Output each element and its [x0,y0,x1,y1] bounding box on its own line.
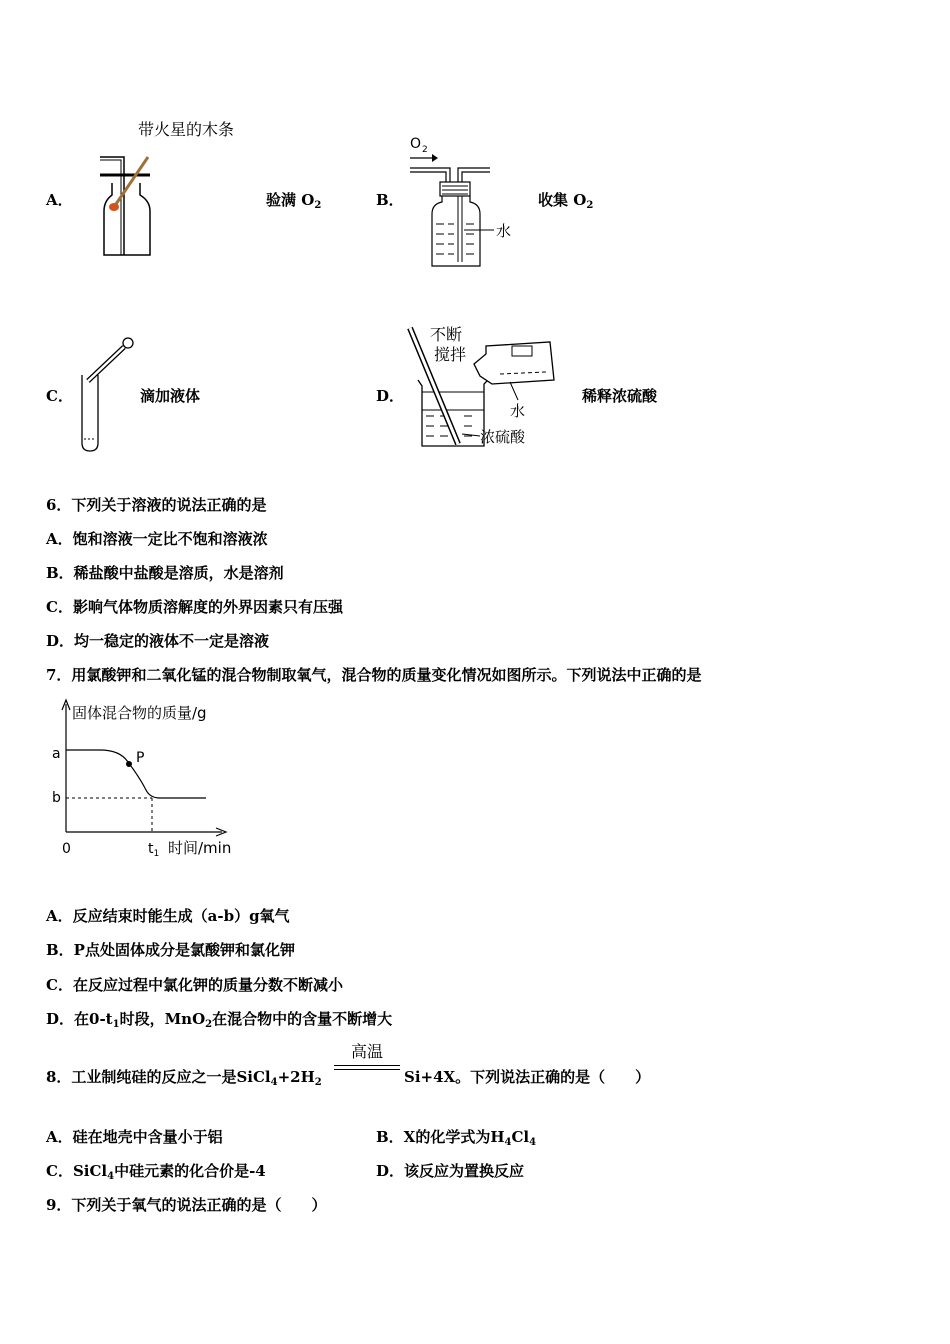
svg-text:水: 水 [510,402,526,420]
q5-option-c-letter: C． [46,387,73,405]
chart-ylabel: 固体混合物的质量/g [72,704,207,722]
chart-point-label: P [136,750,145,766]
q6-option-b: B．稀盐酸中盐酸是溶质，水是溶剂 [46,564,284,582]
q5-option-a-caption: 验满 $O_2$ [266,191,322,211]
svg-text:搅拌: 搅拌 [434,345,467,364]
chart-xlabel: 时间/min [168,839,232,857]
q6-option-a: A．饱和溶液一定比不饱和溶液浓 [46,530,268,548]
q8-option-d: D．该反应为置换反应 [376,1162,525,1180]
q6-option-c: C．影响气体物质溶解度的外界因素只有压强 [46,598,343,616]
q7-option-a: A．反应结束时能生成（a-b）g氧气 [46,907,290,925]
q7-option-d: D．在$0-t_1$时段，MnO$_2$在混合物中的含量不断增大 [46,1010,393,1030]
q8-condition: 高温 [350,1042,383,1061]
q8-reaction-arrow [334,1042,400,1078]
svg-text:水: 水 [496,222,512,240]
q7-mass-chart [44,698,244,864]
q8-stem-right: Si+4X。下列说法正确的是（ ） [404,1068,651,1086]
svg-text:不断: 不断 [430,325,463,344]
chart-origin: 0 [62,841,71,857]
q5-option-c-caption: 滴加液体 [140,387,201,405]
q5-option-b-caption: 收集 $O_2$ [538,191,594,211]
q7-option-c: C．在反应过程中氯化钾的质量分数不断减小 [46,976,343,994]
fig-dilute-acid [400,320,570,455]
fig-oxygen-full-test [90,115,260,260]
chart-xtick-t1: $t_1$ [148,841,160,859]
q5-option-a-letter: A． [46,191,73,209]
q8-option-c: C．SiCl$_4$中硅元素的化合价是-4 [46,1162,266,1182]
q9-stem: 9．下列关于氧气的说法正确的是（ ） [46,1196,327,1214]
q8-option-b: B．X的化学式为$H_4Cl_4$ [376,1128,537,1148]
q5-option-b-letter: B． [376,191,404,209]
svg-text:O: O [410,136,422,152]
fig-a-label: 带火星的木条 [138,120,235,139]
svg-text:2: 2 [422,145,428,155]
chart-point-p [126,761,132,767]
svg-text:浓硫酸: 浓硫酸 [480,428,526,446]
q7-stem: 7．用氯酸钾和二氧化锰的混合物制取氧气，混合物的质量变化情况如图所示。下列说法中正确的是 [46,666,702,684]
q8-stem-left: 8．工业制纯硅的反应之一是$SiCl_4+2H_2$ [46,1068,322,1088]
chart-ytick-b: b [52,790,61,806]
q6-stem: 6．下列关于溶液的说法正确的是 [46,496,267,514]
q7-option-b: B．P点处固体成分是氯酸钾和氯化钾 [46,941,295,959]
q8-option-a: A．硅在地壳中含量小于铝 [46,1128,223,1146]
fig-collect-oxygen [400,130,530,275]
fig-dropper-liquid [74,335,144,455]
q6-option-d: D．均一稳定的液体不一定是溶液 [46,632,270,650]
q5-option-d-letter: D． [376,387,405,405]
q5-option-d-caption: 稀释浓硫酸 [582,387,658,405]
chart-ytick-a: a [52,746,61,762]
